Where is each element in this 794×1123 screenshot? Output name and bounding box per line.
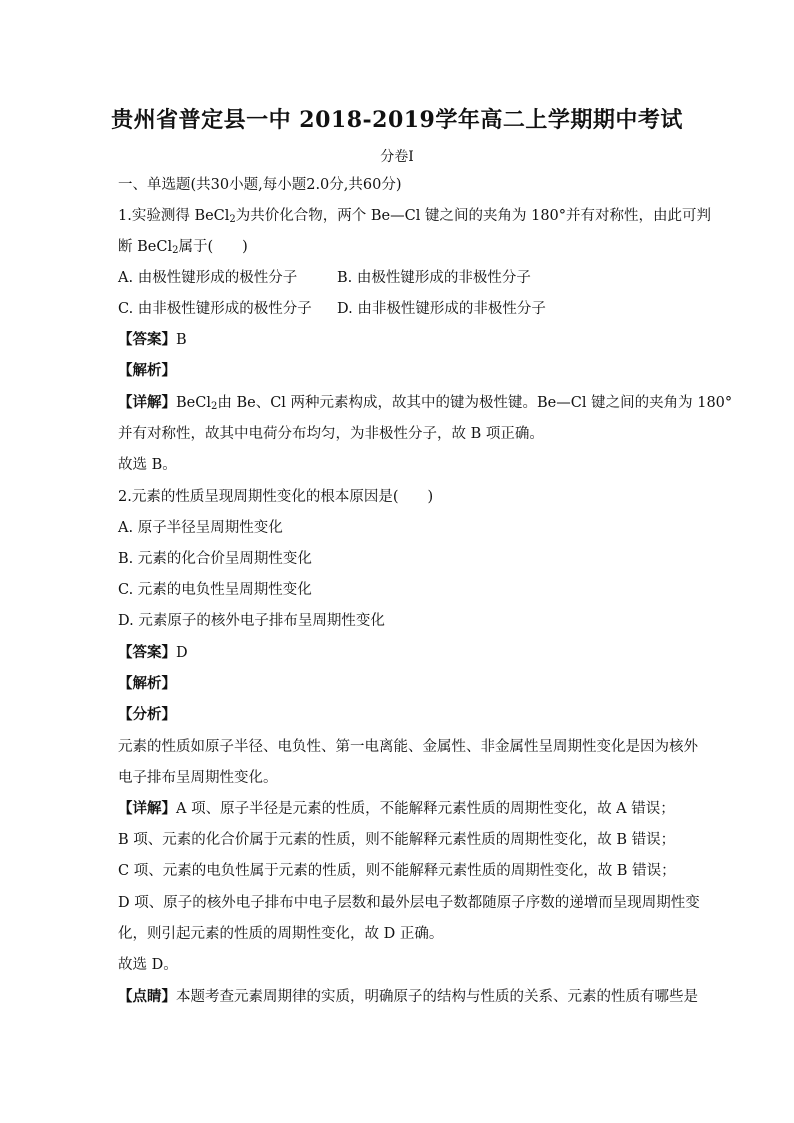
q2-answer	[118, 643, 188, 663]
q2-detail-line3: C 项、元素的电负性属于元素的性质，则不能解释元素性质的周期性变化，故 B 错误；	[118, 863, 676, 879]
section-heading: 一、单选题(共30小题,每小题2.0分,共60分)	[118, 177, 402, 193]
q2-detail-line5: 化，则引起元素的性质的周期性变化，故 D 正确。	[118, 926, 444, 942]
answer-value: D	[176, 645, 188, 661]
q1-option-b: B. 由极性键形成的非极性分子	[337, 270, 531, 286]
q2-breakdown-line2: 电子排布呈周期性变化。	[118, 770, 278, 786]
q1-conclusion: 故选 B。	[118, 457, 177, 473]
q2-detail-part: A 项、原子半径是元素的性质，不能解释元素性质的周期性变化，故 A 错误；	[176, 801, 675, 817]
q1-option-c: C. 由非极性键形成的极性分子	[118, 301, 312, 317]
q1-stem-part: 为共价化合物，两个 Be—Cl 键之间的夹角为 180°并有对称性，由此可判	[235, 208, 712, 224]
q2-breakdown-label: 【分析】	[118, 706, 176, 723]
q1-detail-part: 由 Be、Cl 两种元素构成，故其中的键为极性键。Be—Cl 键之间的夹角为 180°	[217, 395, 733, 411]
q2-detail-line4: D 项、原子的核外电子排布中电子层数和最外层电子数都随原子序数的递增而呈现周期性变	[118, 895, 700, 911]
q1-stem-part: 属于( )	[178, 239, 248, 255]
q1-stem-line1	[118, 206, 711, 226]
q1-analysis-label: 【解析】	[118, 362, 176, 379]
q2-conclusion: 故选 D。	[118, 957, 178, 973]
q2-option-d: D. 元素原子的核外电子排布呈周期性变化	[118, 613, 385, 629]
q2-stem: 2.元素的性质呈现周期性变化的根本原因是( )	[118, 489, 434, 505]
q1-answer	[118, 330, 187, 350]
answer-label: 【答案】	[118, 331, 176, 348]
detail-label: 【详解】	[118, 800, 176, 817]
q1-stem-subscript: 2	[172, 245, 179, 256]
document-title: 贵州省普定县一中 2018-2019学年高二上学期期中考试	[111, 107, 683, 133]
q1-detail-line1	[118, 393, 732, 413]
q1-option-d: D. 由非极性键形成的非极性分子	[337, 301, 546, 317]
comment-label: 【点睛】	[118, 988, 176, 1005]
q2-option-a: A. 原子半径呈周期性变化	[118, 520, 283, 536]
q1-stem-part: 1.实验测得 BeCl	[118, 208, 230, 224]
comment-text: 本题考查元素周期律的实质，明确原子的结构与性质的关系、元素的性质有哪些是	[176, 989, 698, 1005]
detail-label: 【详解】	[118, 394, 176, 411]
q2-option-c: C. 元素的电负性呈周期性变化	[118, 582, 312, 598]
q2-comment	[118, 987, 698, 1007]
q2-breakdown-line1: 元素的性质如原子半径、电负性、第一电离能、金属性、非金属性呈周期性变化是因为核外	[118, 739, 698, 755]
answer-label: 【答案】	[118, 644, 176, 661]
answer-value: B	[176, 332, 187, 348]
q2-option-b: B. 元素的化合价呈周期性变化	[118, 551, 312, 567]
q2-detail-line2: B 项、元素的化合价属于元素的性质，则不能解释元素性质的周期性变化，故 B 错误；	[118, 832, 676, 848]
q2-analysis-label: 【解析】	[118, 675, 176, 692]
document-subtitle: 分卷I	[380, 149, 414, 165]
q2-detail-line1	[118, 799, 675, 819]
q1-detail-line2: 并有对称性，故其中电荷分布均匀，为非极性分子，故 B 项正确。	[118, 426, 544, 442]
q1-stem-part: 断 BeCl	[118, 239, 173, 255]
q1-detail-part: BeCl	[176, 395, 211, 411]
q1-option-a: A. 由极性键形成的极性分子	[118, 270, 298, 286]
q1-detail-subscript: 2	[210, 401, 218, 412]
q1-stem-line2	[118, 237, 248, 257]
q1-stem-subscript: 2	[229, 214, 236, 225]
